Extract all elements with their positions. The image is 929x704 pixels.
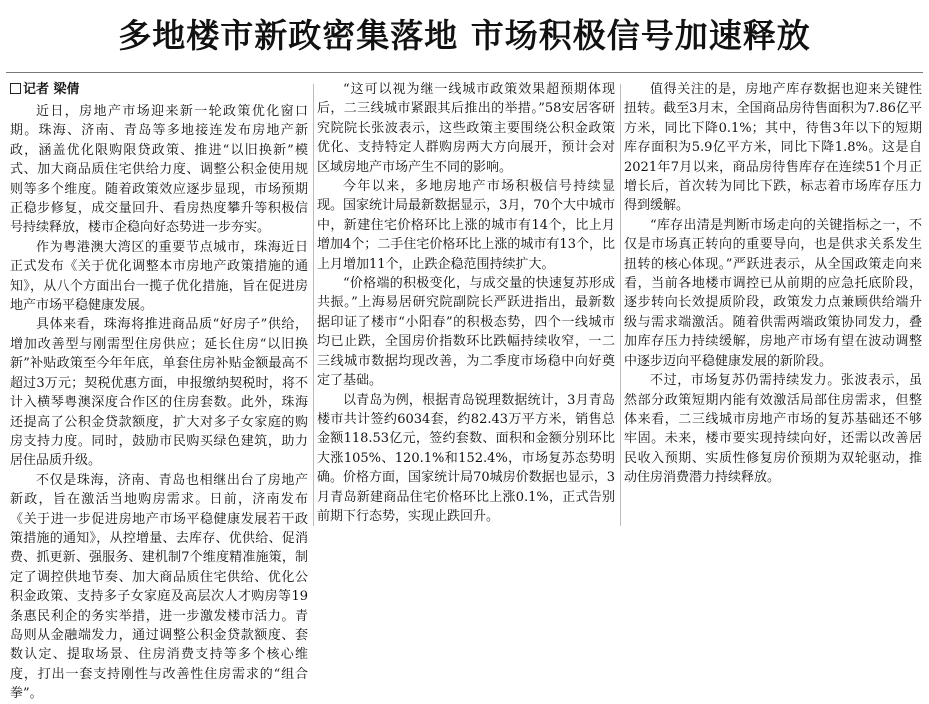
byline (10, 80, 308, 102)
paragraph: 以青岛为例，根据青岛锐理数据统计，3月青岛楼市共计签约6034套，约82.43万平方米，销售总金额118.53亿元，签约套数、面积和金额分别环比大涨105%、120.1%和152.4%，市场复苏态势明确。价格方面，国家统计局70城房价数据也显示，3月青岛新建商品住宅价格环比上涨0.1%，正式告别前期下行态势，实现止跌回升。 (317, 392, 615, 524)
paragraph: 不过，市场复苏仍需持续发力。张波表示，虽然部分政策短期内能有效激活局部住房需求，但整体来看，二三线城市房地产市场的复苏基础还不够牢固。未来，楼市要实现持续向好，还需以改善居民收入预期、实质性修复房价预期为双轮驱动，推动住房消费潜力持续释放。 (624, 373, 922, 486)
article-column-3 (624, 80, 922, 532)
column-divider (313, 84, 314, 526)
headline: 多地楼市新政密集落地 市场积极信号加速释放 (118, 16, 811, 55)
paragraph: 作为粤港澳大湾区的重要节点城市，珠海近日正式发布《关于优化调整本市房地产政策措施的通知》，从八个方面出台一揽子优化措施，旨在促进房地产市场平稳健康发展。 (10, 239, 308, 314)
paragraph: “价格端的积极变化，与成交量的快速复苏形成共振。”上海易居研究院副院长严跃进指出，最新数据印证了楼市“小阳春”的积极态势，四个一线城市均已止跌，全国房价指数环比跌幅持续收窄，一二三线城市数据均现改善，为二季度市场稳中向好奠定了基础。 (317, 276, 615, 389)
article-column-2 (317, 80, 615, 532)
paragraph: 值得关注的是，房地产库存数据也迎来关键性扭转。截至3月末，全国商品房待售面积为7.86亿平方米，同比下降0.1%；其中，待售3年以下的短期库存面积为5.9亿平方米，同比下降1.8%。这是自2021年7月以来，商品房待售库存在连续51个月正增长后，首次转为同比下跌，标志着市场库存压力得到缓解。 (624, 82, 922, 214)
article-column-1 (10, 80, 308, 702)
paragraph: 具体来看，珠海将推进商品质“好房子”供给，增加改善型与刚需型住房供应；延长住房“以旧换新”补贴政策至今年年底，单套住房补贴金额最高不超过3万元；契税优惠方面，申报缴纳契税时，将不计入横琴粤澳深度合作区的住房套数。此外，珠海还提高了公积金贷款额度，扩大对多子女家庭的购房支持力度。同时，鼓励市民购买绿色建筑，助力居住品质升级。 (10, 317, 308, 469)
paragraph: 近日，房地产市场迎来新一轮政策优化窗口期。珠海、济南、青岛等多地接连发布房地产新政，涵盖优化限购限贷政策、推进“以旧换新”模式、加大商品质住宅供给力度、调整公积金使用规则等多个维度。随着政策效应逐步显现，市场预期正稳步修复，成交量回升、看房热度攀升等积极信号持续释放，楼市企稳向好态势进一步夯实。 (10, 104, 308, 236)
byline-role: 记者 (23, 82, 50, 97)
paragraph: “库存出清是判断市场走向的关键指标之一，不仅是市场真正转向的重要导向，也是供求关系发生扭转的核心体现。”严跃进表示，从全国政策走向来看，当前各地楼市调控已从前期的应急托底阶段，逐步转向长效提质阶段，政策发力点兼顾供给端升级与需求端激活。随着供需两端政策协同发力，叠加库存压力持续缓解，房地产市场有望在波动调整中逐步迈向平稳健康发展的新阶段。 (624, 217, 922, 369)
paragraph: 今年以来，多地房地产市场积极信号持续显现。国家统计局最新数据显示，3月，70个大中城市中，新建住宅价格环比上涨的城市有14个，比上月增加4个；二手住宅价格环比上涨的城市有13个，比上月增加11个，止跌企稳范围持续扩大。 (317, 179, 615, 272)
byline-name: 梁倩 (53, 82, 80, 97)
paragraph: 不仅是珠海，济南、青岛也相继出台了房地产新政，旨在激活当地购房需求。日前，济南发布《关于进一步促进房地产市场平稳健康发展若干政策措施的通知》，从控增量、去库存、优供给、促消费、抓更新、强服务、建机制7个维度精准施策，制定了调控供地节奏、加大商品质住宅供给、优化公积金政策、支持多子女家庭及高层次人才购房等19条惠民利企的务实举措，进一步激发楼市活力。青岛则从金融端发力，通过调整公积金贷款额度、套数认定、提取场景、住房消费支持等多个核心维度，打出一套支持刚性与改善性住房需求的“组合拳”。 (10, 472, 308, 702)
paragraph: “这可以视为继一线城市政策效果超预期体现后，二三线城市紧跟其后推出的举措。”58安居客研究院院长张波表示，这些政策主要围绕公积金政策优化、支持特定人群购房两大方向展开，预计会对区域房地产市场产生不同的影响。 (317, 82, 615, 175)
column-divider (620, 84, 621, 526)
headline-rule (6, 72, 923, 73)
byline-box-icon (10, 83, 21, 94)
